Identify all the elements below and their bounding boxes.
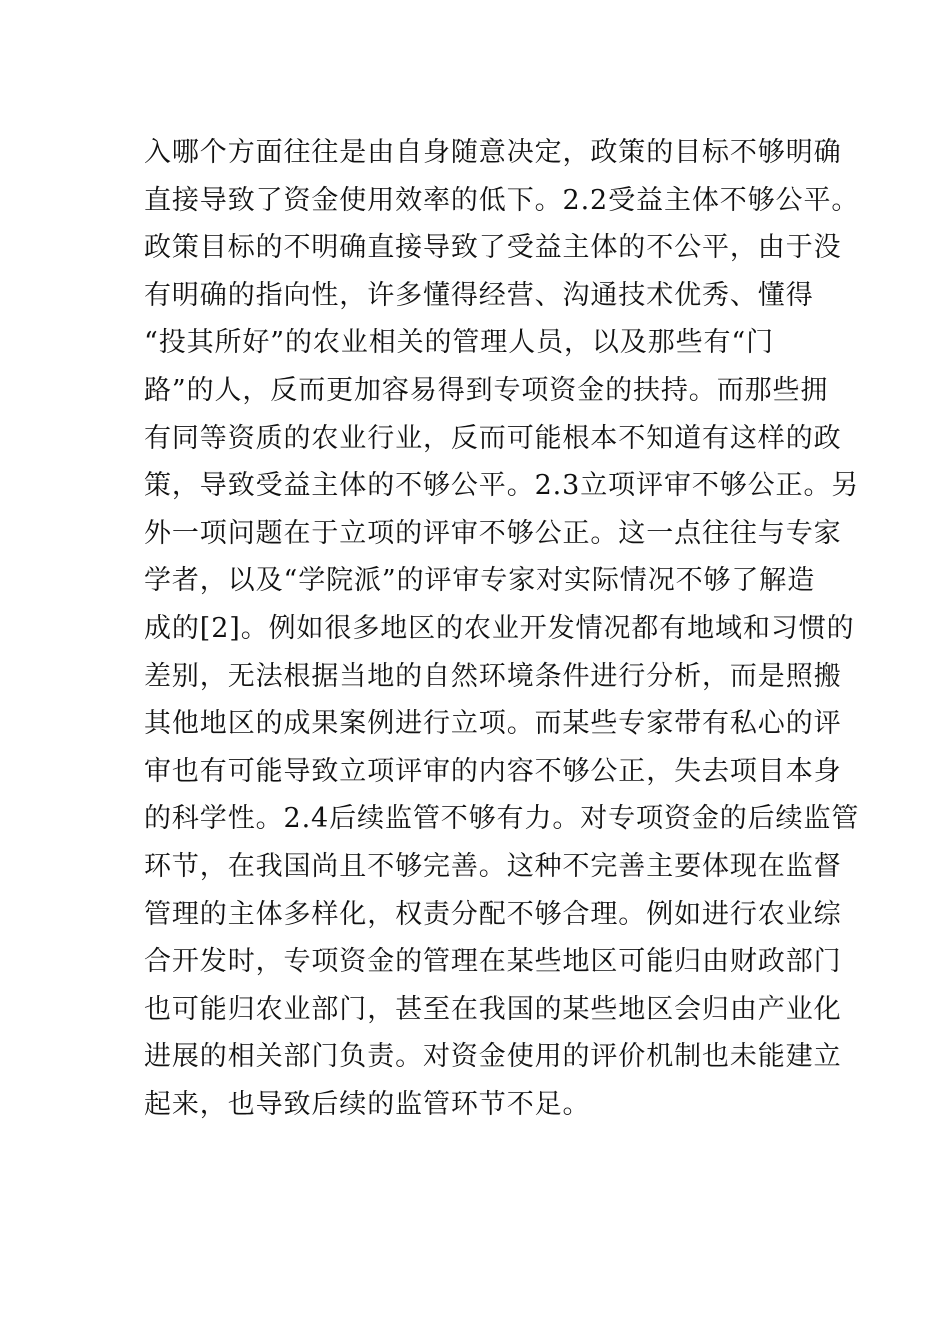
paragraph-line: 成的[2]。例如很多地区的农业开发情况都有地域和习惯的 — [144, 612, 855, 644]
paragraph-line: 起来，也导致后续的监管环节不足。 — [144, 1088, 591, 1120]
paragraph-line: 学者，以及“学院派”的评审专家对实际情况不够了解造 — [144, 565, 816, 597]
paragraph-line: 路”的人，反而更加容易得到专项资金的扶持。而那些拥 — [144, 374, 829, 406]
paragraph-line: 有明确的指向性，许多懂得经营、沟通技术优秀、懂得 — [144, 279, 814, 311]
paragraph-line: 入哪个方面往往是由自身随意决定，政策的目标不够明确 — [144, 137, 842, 168]
paragraph-line: 直接导致了资金使用效率的低下。2.2受益主体不够公平。 — [144, 184, 860, 216]
paragraph-line: 环节，在我国尚且不够完善。这种不完善主要体现在监督 — [144, 850, 842, 882]
paragraph-line: 审也有可能导致立项评审的内容不够公正，失去项目本身 — [144, 755, 842, 787]
paragraph-line: 的科学性。2.4后续监管不够有力。对专项资金的后续监管 — [144, 803, 860, 835]
paragraph-line: 政策目标的不明确直接导致了受益主体的不公平，由于没 — [144, 232, 842, 264]
paragraph-line: 进展的相关部门负责。对资金使用的评价机制也未能建立 — [144, 1041, 842, 1073]
body-paragraph — [144, 129, 860, 1128]
paragraph-line: 管理的主体多样化，权责分配不够合理。例如进行农业综 — [144, 898, 842, 930]
paragraph-line: 也可能归农业部门，甚至在我国的某些地区会归由产业化 — [144, 993, 842, 1025]
paragraph-line: 有同等资质的农业行业，反而可能根本不知道有这样的政 — [144, 422, 842, 454]
paragraph-line: 差别，无法根据当地的自然环境条件进行分析，而是照搬 — [144, 660, 842, 692]
paragraph-line: “投其所好”的农业相关的管理人员，以及那些有“门 — [144, 327, 775, 359]
paragraph-line: 策，导致受益主体的不够公平。2.3立项评审不够公正。另 — [144, 470, 860, 502]
paragraph-line: 外一项问题在于立项的评审不够公正。这一点往往与专家 — [144, 517, 842, 549]
paragraph-line: 合开发时，专项资金的管理在某些地区可能归由财政部门 — [144, 946, 842, 978]
paragraph-line: 其他地区的成果案例进行立项。而某些专家带有私心的评 — [144, 708, 842, 740]
